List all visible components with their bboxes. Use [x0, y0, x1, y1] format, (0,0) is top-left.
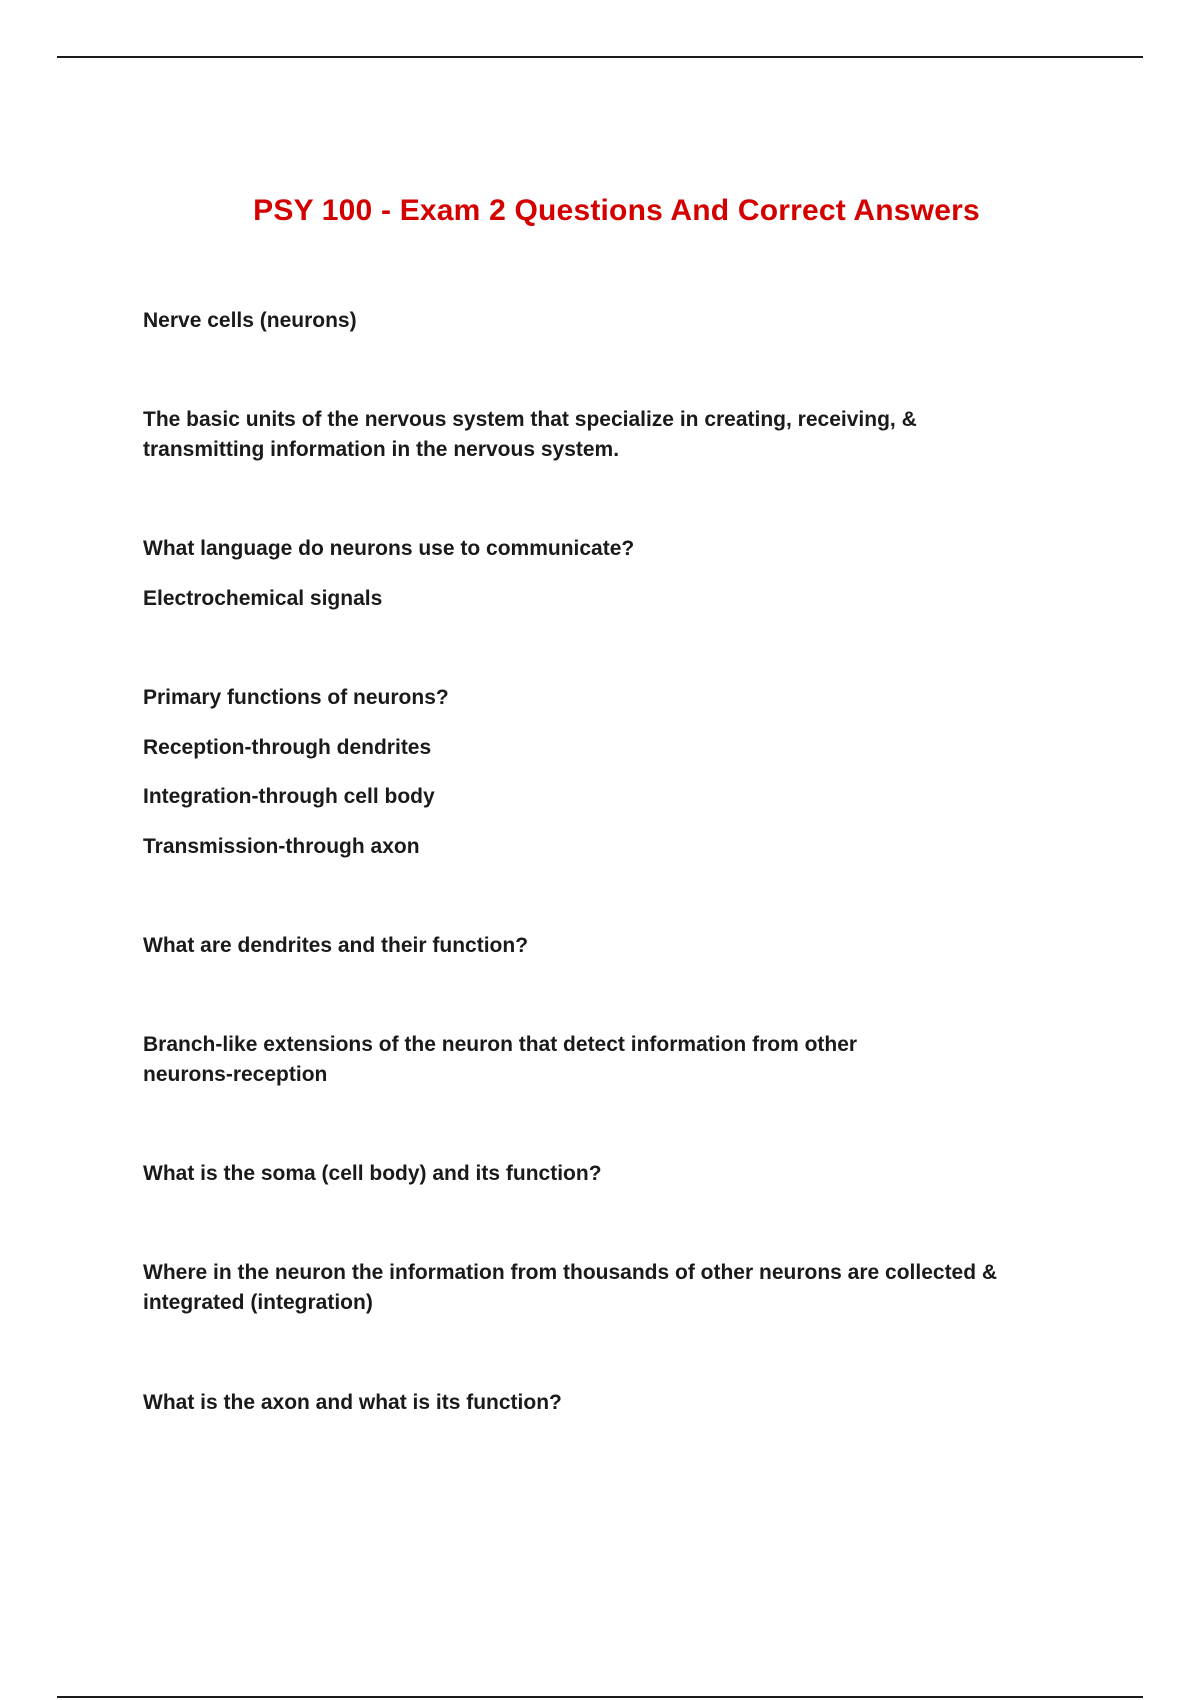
question-nerve-cells: Nerve cells (neurons)	[143, 309, 357, 332]
answer-integration: Integration-through cell body	[143, 785, 435, 808]
question-soma: What is the soma (cell body) and its function?	[143, 1162, 602, 1185]
answer-reception: Reception-through dendrites	[143, 736, 432, 759]
bottom-rule	[57, 1696, 1143, 1698]
question-axon: What is the axon and what is its function?	[143, 1391, 562, 1414]
answer-transmission: Transmission-through axon	[143, 835, 420, 858]
top-rule	[57, 56, 1143, 58]
answer-dendrites: Branch-like extensions of the neuron that detect information from other neurons-reception	[143, 1033, 858, 1086]
question-neuron-language: What language do neurons use to communicate?	[143, 537, 635, 560]
answer-soma: Where in the neuron the information from thousands of other neurons are collected & integrated (integration)	[143, 1261, 998, 1314]
question-primary-functions: Primary functions of neurons?	[143, 686, 449, 709]
answer-neuron-language: Electrochemical signals	[143, 587, 383, 610]
document-title: PSY 100 - Exam 2 Questions And Correct Answers	[253, 194, 980, 227]
answer-nerve-cells: The basic units of the nervous system that specialize in creating, receiving, & transmitting information in the nervous system.	[143, 408, 917, 461]
question-dendrites: What are dendrites and their function?	[143, 934, 529, 957]
